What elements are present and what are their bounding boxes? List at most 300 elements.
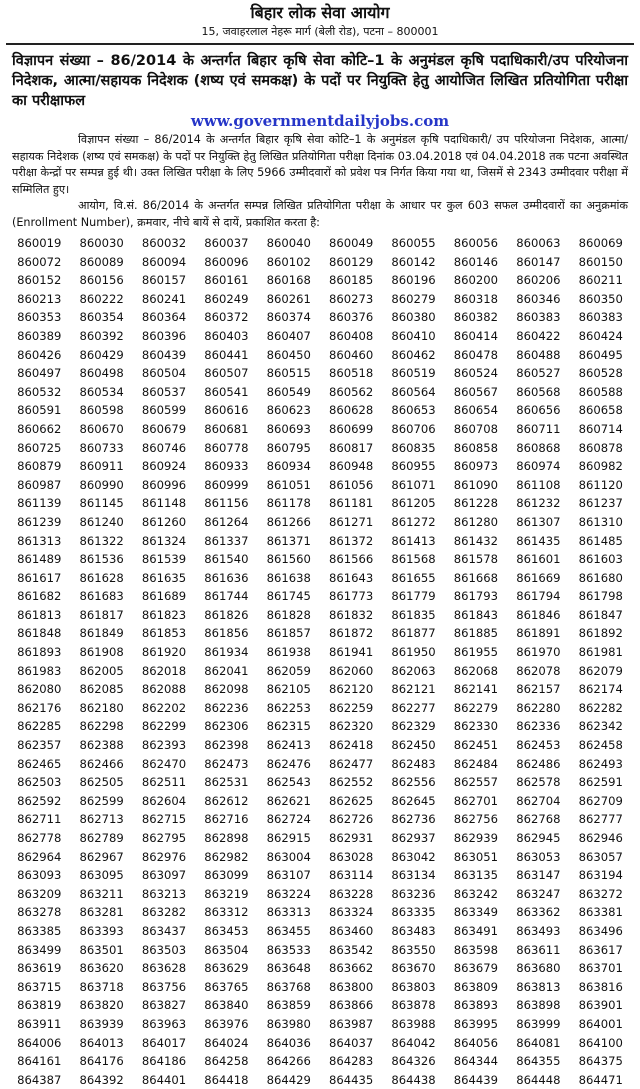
enrollment-number: 861779 xyxy=(391,589,436,604)
enrollment-number: 862967 xyxy=(79,849,124,864)
enrollment-number: 864024 xyxy=(204,1035,249,1050)
enrollment-number: 862557 xyxy=(453,775,499,790)
enrollment-number: 860350 xyxy=(578,291,623,306)
enrollment-number: 860537 xyxy=(141,384,187,399)
enrollment-number: 862357 xyxy=(17,738,62,753)
enrollment-number: 860072 xyxy=(17,254,62,269)
enrollment-number: 862105 xyxy=(266,682,311,697)
enrollment-number: 861773 xyxy=(329,589,374,604)
enrollment-number: 861877 xyxy=(391,626,436,641)
enrollment-number: 860656 xyxy=(516,403,561,418)
enrollment-number: 863224 xyxy=(266,886,311,901)
enrollment-number: 860196 xyxy=(391,273,436,288)
enrollment-number: 863460 xyxy=(329,923,374,938)
enrollment-number: 862982 xyxy=(204,849,249,864)
enrollment-number: 863715 xyxy=(17,979,62,994)
enrollment-number: 864017 xyxy=(141,1035,187,1050)
website-watermark: www.governmentdailyjobs.com xyxy=(190,112,450,130)
enrollment-number: 862701 xyxy=(453,793,499,808)
enrollment-number: 861832 xyxy=(329,607,374,622)
enrollment-number: 862120 xyxy=(329,682,374,697)
enrollment-number: 862068 xyxy=(453,663,499,678)
notice-paragraph-1: विज्ञापन संख्या – 86/2014 के अन्तर्गत बिहार कृषि सेवा कोटि–1 के अनुमंडल कृषि पदाधिकारी/ उप परियोजना निदेशक, आत्मा/सहायक निदेशक (शष्य एवं समकक्ष) के पदों पर नियुक्ति हेतु लिखित प्रतियोगिता परीक्षा दिनांक 03.04.2018 एवं 04.04.2018 तक पटना अवस्थित परीक्षा केन्द्रों पर सम्पन्न हुई थी। उक्त लिखित परीक्षा के लिए 5966 उम्मीदवारों को प्रवेश पत्र निर्गत किया गया था, जिसमें से 2343 उम्मीदवार परीक्षा में सम्मिलित हुए। xyxy=(12,133,628,196)
enrollment-number: 863028 xyxy=(329,849,374,864)
enrollment-number: 861817 xyxy=(79,607,124,622)
enrollment-number: 860878 xyxy=(578,440,623,455)
enrollment-number: 860679 xyxy=(141,421,187,436)
enrollment-number: 860746 xyxy=(141,440,187,455)
enrollment-number: 860414 xyxy=(453,328,499,343)
enrollment-number: 860318 xyxy=(453,291,499,306)
enrollment-number: 861793 xyxy=(453,589,499,604)
enrollment-number: 861934 xyxy=(204,645,249,660)
enrollment-number: 864355 xyxy=(516,1054,561,1069)
enrollment-number: 862418 xyxy=(329,738,374,753)
enrollment-number: 864081 xyxy=(516,1035,561,1050)
enrollment-number: 863053 xyxy=(516,849,561,864)
enrollment-number: 863816 xyxy=(578,979,623,994)
enrollment-number: 860541 xyxy=(204,384,249,399)
enrollment-number: 863542 xyxy=(329,942,374,957)
enrollment-number: 860030 xyxy=(79,236,124,250)
enrollment-number: 860591 xyxy=(17,403,62,418)
table-row xyxy=(8,401,632,420)
enrollment-number: 862450 xyxy=(391,738,436,753)
enrollment-number: 862458 xyxy=(578,738,623,753)
enrollment-number: 862018 xyxy=(141,663,187,678)
enrollment-number: 860422 xyxy=(516,328,561,343)
enrollment-number: 863988 xyxy=(391,1016,436,1031)
enrollment-number: 860150 xyxy=(578,254,623,269)
enrollment-number: 860693 xyxy=(266,421,311,436)
enrollment-number: 860460 xyxy=(329,347,374,362)
enrollment-number: 861744 xyxy=(204,589,249,604)
enrollment-number: 860383 xyxy=(516,310,561,325)
enrollment-number: 864161 xyxy=(17,1054,62,1069)
enrollment-number: 860241 xyxy=(141,291,187,306)
table-row xyxy=(8,1052,632,1071)
enrollment-number: 862915 xyxy=(266,831,311,845)
enrollment-number: 861145 xyxy=(79,496,124,511)
enrollment-number: 863963 xyxy=(141,1016,187,1031)
enrollment-number: 863533 xyxy=(266,942,311,957)
notice-paragraph-2: आयोग, वि.सं. 86/2014 के अन्तर्गत सम्पन्न लिखित प्रतियोगिता परीक्षा के आधार पर कुल 603 सफल उम्मीदवारों का अनुक्रमांक (Enrollment Number), क्रमवार, नीचे बायें से दायें, प्रकाशित करता है: xyxy=(12,199,628,229)
enrollment-number: 860408 xyxy=(329,328,374,343)
table-row xyxy=(8,829,632,848)
enrollment-number: 862709 xyxy=(578,793,623,808)
enrollment-number: 862180 xyxy=(79,700,124,715)
enrollment-number: 863147 xyxy=(516,868,561,883)
enrollment-number: 862484 xyxy=(453,756,499,771)
enrollment-number: 860973 xyxy=(453,459,499,474)
enrollment-number: 861920 xyxy=(141,645,187,660)
enrollment-number: 864471 xyxy=(578,1072,623,1087)
enrollment-number: 860056 xyxy=(453,236,499,250)
enrollment-number: 864186 xyxy=(141,1054,187,1069)
enrollment-number: 863455 xyxy=(266,923,311,938)
enrollment-number: 860817 xyxy=(329,440,374,455)
table-row xyxy=(8,308,632,327)
enrollment-number: 862726 xyxy=(329,812,374,827)
enrollment-number: 860662 xyxy=(17,421,62,436)
enrollment-number: 862202 xyxy=(141,700,187,715)
enrollment-number: 863282 xyxy=(141,905,187,920)
enrollment-number: 864042 xyxy=(391,1035,436,1050)
enrollment-number: 860504 xyxy=(141,366,187,381)
enrollment-number: 862315 xyxy=(266,719,311,734)
enrollment-number: 860532 xyxy=(17,384,62,399)
enrollment-number: 861272 xyxy=(391,514,436,529)
table-row xyxy=(8,643,632,662)
enrollment-number: 860279 xyxy=(391,291,436,306)
enrollment-number: 863701 xyxy=(578,961,623,976)
enrollment-number: 863995 xyxy=(453,1016,499,1031)
enrollment-number: 864001 xyxy=(578,1016,623,1031)
enrollment-number: 860999 xyxy=(204,477,249,492)
enrollment-number: 860392 xyxy=(79,328,124,343)
enrollment-number: 860955 xyxy=(391,459,436,474)
enrollment-number: 862088 xyxy=(141,682,187,697)
enrollment-number: 863898 xyxy=(516,998,561,1013)
enrollment-number: 860206 xyxy=(516,273,561,288)
enrollment-number: 862280 xyxy=(516,700,561,715)
enrollment-number: 860161 xyxy=(204,273,249,288)
table-row xyxy=(8,959,632,978)
organization-name: बिहार लोक सेवा आयोग xyxy=(250,3,390,22)
enrollment-number: 860346 xyxy=(516,291,561,306)
enrollment-number: 860049 xyxy=(329,236,374,250)
enrollment-number: 860354 xyxy=(79,310,124,325)
enrollment-number: 863051 xyxy=(453,849,499,864)
enrollment-number: 861683 xyxy=(79,589,124,604)
enrollment-number: 861823 xyxy=(141,607,187,622)
enrollment-number: 862976 xyxy=(141,849,187,864)
enrollment-number: 861566 xyxy=(329,552,374,567)
enrollment-number: 862176 xyxy=(17,700,62,715)
enrollment-number: 862342 xyxy=(578,719,623,734)
enrollment-number: 862453 xyxy=(516,738,561,753)
enrollment-number: 862080 xyxy=(17,682,62,697)
enrollment-number: 860699 xyxy=(329,421,374,436)
enrollment-number: 864036 xyxy=(266,1035,311,1050)
enrollment-number: 860795 xyxy=(266,440,311,455)
enrollment-number: 864344 xyxy=(453,1054,499,1069)
enrollment-number: 860868 xyxy=(516,440,561,455)
enrollment-number: 861310 xyxy=(578,514,623,529)
table-row xyxy=(8,1015,632,1034)
table-row xyxy=(8,903,632,922)
enrollment-number: 860598 xyxy=(79,403,124,418)
table-row xyxy=(8,1071,632,1089)
enrollment-number: 864056 xyxy=(453,1035,499,1050)
enrollment-number: 862282 xyxy=(578,700,623,715)
enrollment-number: 860934 xyxy=(266,459,311,474)
enrollment-number: 864439 xyxy=(453,1072,499,1087)
enrollment-number: 863980 xyxy=(266,1016,311,1031)
enrollment-number: 862236 xyxy=(204,700,249,715)
enrollment-number: 864401 xyxy=(141,1072,187,1087)
enrollment-number: 862413 xyxy=(266,738,311,753)
enrollment-number: 860933 xyxy=(204,459,249,474)
enrollment-number: 860670 xyxy=(79,421,124,436)
enrollment-number: 860147 xyxy=(516,254,561,269)
enrollment-number: 861891 xyxy=(516,626,561,641)
enrollment-number: 862898 xyxy=(204,831,249,845)
enrollment-number: 861264 xyxy=(204,514,249,529)
enrollment-number: 863496 xyxy=(578,923,623,938)
enrollment-number: 860681 xyxy=(204,421,249,436)
enrollment-number: 861601 xyxy=(516,552,561,567)
header-divider xyxy=(6,43,634,45)
enrollment-number: 862476 xyxy=(266,756,311,771)
enrollment-number: 863617 xyxy=(578,942,623,957)
enrollment-number: 860564 xyxy=(391,384,436,399)
enrollment-number: 863219 xyxy=(204,886,249,901)
table-row xyxy=(8,271,632,290)
enrollment-number: 863648 xyxy=(266,961,311,976)
table-row xyxy=(8,290,632,309)
enrollment-number: 862041 xyxy=(204,663,249,678)
enrollment-number: 864438 xyxy=(391,1072,436,1087)
enrollment-number: 862393 xyxy=(141,738,187,753)
enrollment-number: 861955 xyxy=(453,645,499,660)
enrollment-number: 860094 xyxy=(141,254,187,269)
enrollment-number: 862493 xyxy=(578,756,623,771)
enrollment-number: 864326 xyxy=(391,1054,436,1069)
enrollment-number: 861950 xyxy=(391,645,436,660)
enrollment-number: 862591 xyxy=(578,775,623,790)
enrollment-number: 861798 xyxy=(578,589,623,604)
enrollment-number: 861371 xyxy=(266,533,311,548)
enrollment-number: 864258 xyxy=(204,1054,249,1069)
enrollment-number: 862121 xyxy=(391,682,436,697)
enrollment-number: 860222 xyxy=(79,291,124,306)
table-row xyxy=(8,866,632,885)
enrollment-number: 862715 xyxy=(141,812,187,827)
enrollment-number: 860653 xyxy=(391,403,436,418)
enrollment-number: 863803 xyxy=(391,979,436,994)
enrollment-number: 862625 xyxy=(329,793,374,808)
enrollment-number: 863385 xyxy=(17,923,62,938)
enrollment-number: 860528 xyxy=(578,366,623,381)
enrollment-number: 862059 xyxy=(266,663,311,678)
enrollment-number: 862330 xyxy=(453,719,499,734)
enrollment-number: 862711 xyxy=(17,812,62,827)
enrollment-number: 863491 xyxy=(453,923,499,938)
enrollment-number: 861938 xyxy=(266,645,311,660)
notice-title: विज्ञापन संख्या – 86/2014 के अन्तर्गत बिहार कृषि सेवा कोटि–1 के अनुमंडल कृषि पदाधिकारी/उप परियोजना निदेशक, आत्मा/सहायक निदेशक (शष्य एवं समकक्ष) के पदों पर नियुक्ति हेतु आयोजित लिखित प्रतियोगिता परीक्षा का परीक्षाफल xyxy=(12,53,628,109)
table-row xyxy=(8,978,632,997)
enrollment-number: 863976 xyxy=(204,1016,249,1031)
enrollment-number: 860858 xyxy=(453,440,499,455)
enrollment-number: 862079 xyxy=(578,663,623,678)
enrollment-number: 863878 xyxy=(391,998,436,1013)
enrollment-number: 863800 xyxy=(329,979,374,994)
enrollment-number: 860725 xyxy=(17,440,62,455)
enrollment-number: 860507 xyxy=(204,366,249,381)
enrollment-number: 863278 xyxy=(17,905,62,920)
enrollment-number: 860706 xyxy=(391,421,436,436)
enrollment-number: 862789 xyxy=(79,831,124,845)
enrollment-number: 862466 xyxy=(79,756,124,771)
enrollment-number: 863093 xyxy=(17,868,62,883)
enrollment-number: 860372 xyxy=(204,310,249,325)
table-row xyxy=(8,346,632,365)
enrollment-number: 863619 xyxy=(17,961,62,976)
enrollment-number: 861051 xyxy=(266,477,311,492)
enrollment-number: 860982 xyxy=(578,459,623,474)
enrollment-number: 863349 xyxy=(453,905,499,920)
enrollment-number: 860924 xyxy=(141,459,187,474)
enrollment-number: 862005 xyxy=(79,663,124,678)
enrollment-number: 863335 xyxy=(391,905,436,920)
table-row xyxy=(8,439,632,458)
enrollment-number: 862451 xyxy=(453,738,499,753)
enrollment-number: 861857 xyxy=(266,626,311,641)
table-row xyxy=(8,364,632,383)
enrollment-number: 861813 xyxy=(17,607,62,622)
enrollment-number: 863662 xyxy=(329,961,374,976)
enrollment-number: 860450 xyxy=(266,347,311,362)
enrollment-number: 861372 xyxy=(329,533,374,548)
enrollment-number: 862946 xyxy=(578,831,623,845)
enrollment-number: 863598 xyxy=(453,942,499,957)
enrollment-number: 863499 xyxy=(17,942,62,957)
enrollment-number: 864176 xyxy=(79,1054,124,1069)
enrollment-number: 861849 xyxy=(79,626,124,641)
enrollment-number: 861655 xyxy=(391,570,436,585)
enrollment-number: 862306 xyxy=(204,719,249,734)
enrollment-number: 863134 xyxy=(391,868,436,883)
enrollment-number: 860055 xyxy=(391,236,436,250)
enrollment-number: 860396 xyxy=(141,328,187,343)
enrollment-number: 862060 xyxy=(329,663,374,678)
enrollment-number: 861056 xyxy=(329,477,374,492)
enrollment-number: 862939 xyxy=(453,831,499,845)
enrollment-number: 861178 xyxy=(266,496,311,511)
enrollment-number: 860588 xyxy=(578,384,623,399)
enrollment-number: 860063 xyxy=(516,236,561,250)
enrollment-number: 863680 xyxy=(516,961,561,976)
enrollment-number: 862277 xyxy=(391,700,436,715)
enrollment-number: 861885 xyxy=(453,626,499,641)
enrollment-number: 861337 xyxy=(204,533,249,548)
enrollment-number: 861237 xyxy=(578,496,623,511)
enrollment-number: 860213 xyxy=(17,291,62,306)
table-row xyxy=(8,941,632,960)
enrollment-number: 861280 xyxy=(453,514,499,529)
enrollment-number: 862578 xyxy=(516,775,561,790)
enrollment-number: 863866 xyxy=(329,998,374,1013)
enrollment-number: 863504 xyxy=(204,942,249,957)
enrollment-number: 860069 xyxy=(578,236,623,250)
enrollment-number: 863272 xyxy=(578,886,623,901)
enrollment-number: 863042 xyxy=(391,849,436,864)
enrollment-number: 861568 xyxy=(391,552,436,567)
enrollment-number: 863114 xyxy=(329,868,374,883)
enrollment-number: 860261 xyxy=(266,291,311,306)
enrollment-number: 864100 xyxy=(578,1035,623,1050)
enrollment-number: 861489 xyxy=(17,552,62,567)
enrollment-number: 861413 xyxy=(391,533,436,548)
enrollment-number: 863493 xyxy=(516,923,561,938)
enrollment-number: 862704 xyxy=(516,793,561,808)
enrollment-number: 863242 xyxy=(453,886,499,901)
enrollment-number: 861324 xyxy=(141,533,187,548)
enrollment-number: 862098 xyxy=(204,682,249,697)
table-row xyxy=(8,476,632,495)
enrollment-number: 862795 xyxy=(141,831,187,845)
enrollment-number: 864418 xyxy=(204,1072,249,1087)
enrollment-number: 864375 xyxy=(578,1054,623,1069)
enrollment-number: 860410 xyxy=(391,328,436,343)
enrollment-number: 861828 xyxy=(266,607,311,622)
enrollment-number: 861205 xyxy=(391,496,436,511)
enrollment-number: 861856 xyxy=(204,626,249,641)
enrollment-number: 863004 xyxy=(266,849,311,864)
enrollment-number: 864435 xyxy=(329,1072,374,1087)
enrollment-number: 861271 xyxy=(329,514,374,529)
enrollment-number: 863483 xyxy=(391,923,436,938)
enrollment-number: 860376 xyxy=(329,310,374,325)
enrollment-number: 860168 xyxy=(266,273,311,288)
table-row xyxy=(8,736,632,755)
enrollment-number: 862503 xyxy=(17,775,62,790)
enrollment-number: 862320 xyxy=(329,719,374,734)
enrollment-number: 862768 xyxy=(516,812,561,827)
enrollment-number: 860488 xyxy=(516,347,561,362)
enrollment-number: 862736 xyxy=(391,812,436,827)
enrollment-number: 863313 xyxy=(266,905,311,920)
enrollment-number: 862279 xyxy=(453,700,499,715)
enrollment-number: 861941 xyxy=(329,645,374,660)
enrollment-number: 860519 xyxy=(391,366,436,381)
enrollment-number: 863437 xyxy=(141,923,187,938)
enrollment-number: 862483 xyxy=(391,756,436,771)
enrollment-number: 861578 xyxy=(453,552,499,567)
enrollment-number: 862063 xyxy=(391,663,436,678)
enrollment-number: 861240 xyxy=(79,514,124,529)
enrollment-number: 863236 xyxy=(391,886,436,901)
enrollment-number: 862141 xyxy=(453,682,499,697)
enrollment-number: 862388 xyxy=(79,738,124,753)
enrollment-number: 860534 xyxy=(79,384,124,399)
table-row xyxy=(8,755,632,774)
enrollment-number: 860628 xyxy=(329,403,374,418)
enrollment-number: 863840 xyxy=(204,998,249,1013)
enrollment-number: 860654 xyxy=(453,403,499,418)
enrollment-number: 864037 xyxy=(329,1035,374,1050)
enrollment-number: 861435 xyxy=(516,533,561,548)
enrollment-number: 860948 xyxy=(329,459,374,474)
enrollment-number: 861540 xyxy=(204,552,249,567)
enrollment-number: 861689 xyxy=(141,589,187,604)
enrollment-number: 860096 xyxy=(204,254,249,269)
enrollment-number: 862621 xyxy=(266,793,311,808)
enrollment-number: 863628 xyxy=(141,961,187,976)
enrollment-number: 860383 xyxy=(578,310,623,325)
enrollment-number: 860142 xyxy=(391,254,436,269)
enrollment-number: 862299 xyxy=(141,719,187,734)
enrollment-number: 862085 xyxy=(79,682,124,697)
enrollment-number: 861847 xyxy=(578,607,623,622)
enrollment-number: 861181 xyxy=(329,496,374,511)
enrollment-number: 860990 xyxy=(79,477,124,492)
enrollment-number: 860353 xyxy=(17,310,62,325)
enrollment-number: 860382 xyxy=(453,310,499,325)
enrollment-number: 863211 xyxy=(79,886,124,901)
enrollment-number: 860426 xyxy=(17,347,62,362)
